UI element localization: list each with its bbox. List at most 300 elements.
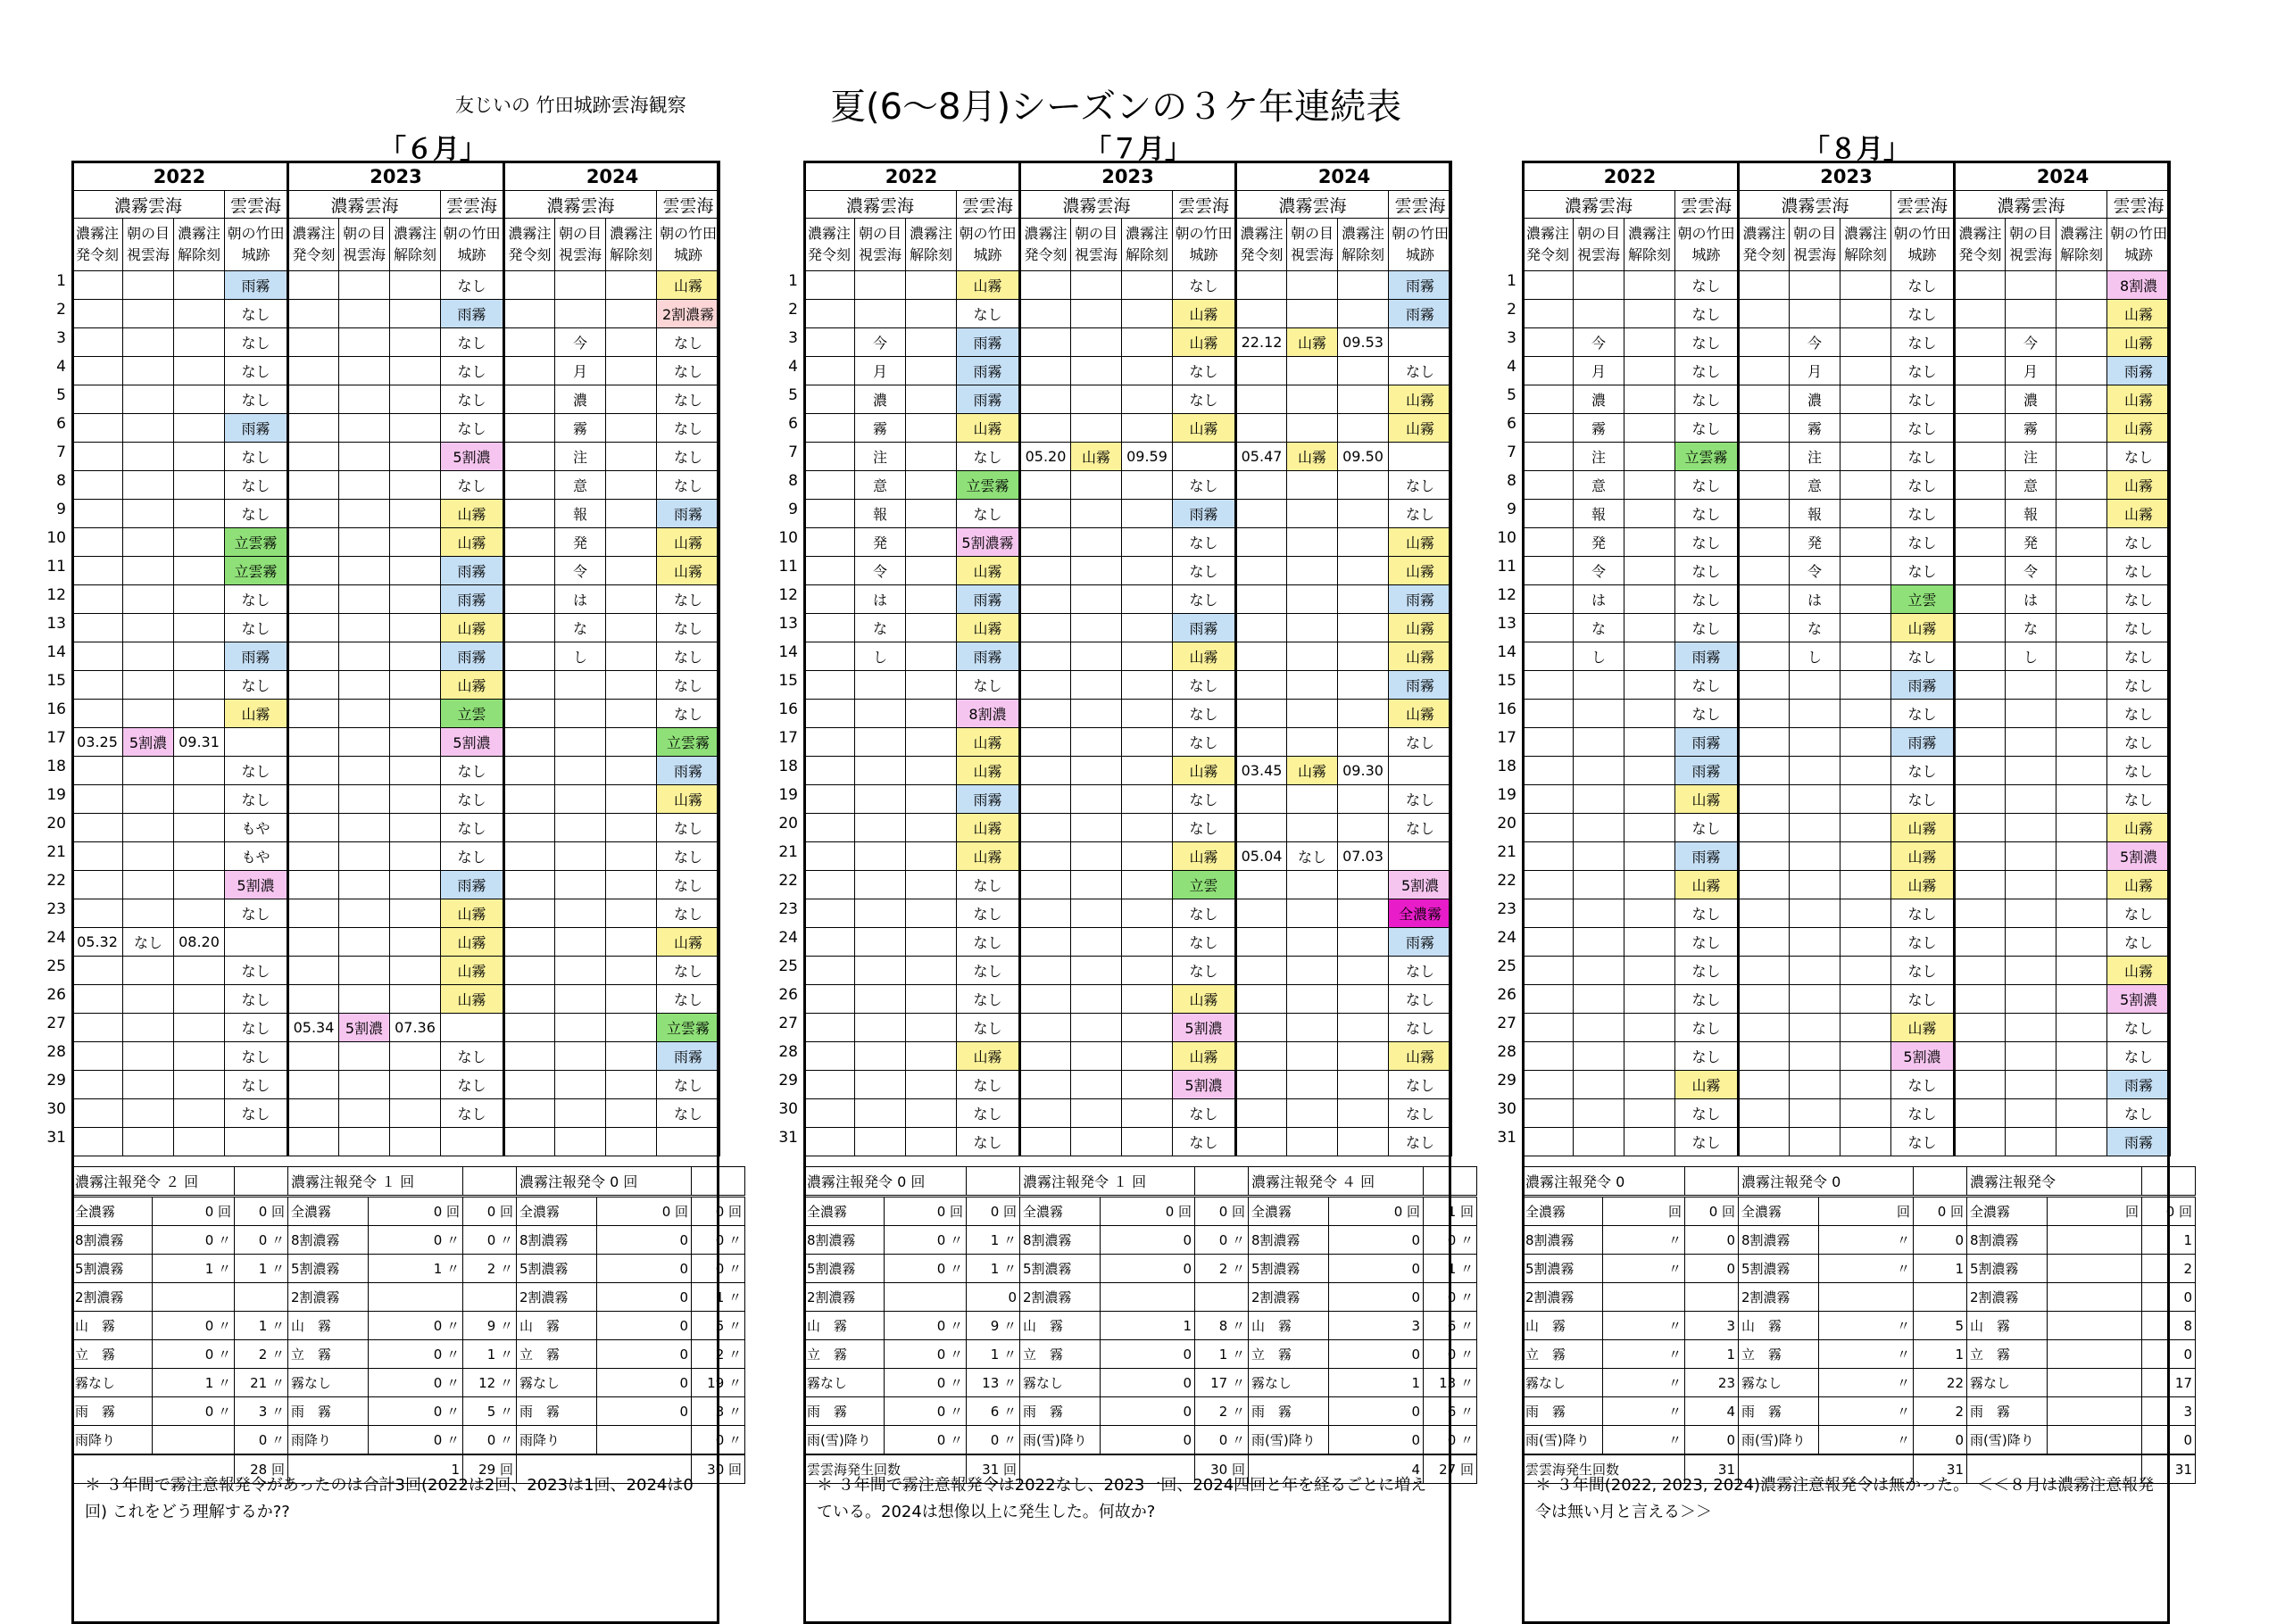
summary-cell: 5割濃霧 — [72, 1255, 153, 1283]
summary-row — [517, 1369, 745, 1397]
day-cell — [288, 614, 339, 642]
day-row — [804, 328, 1452, 357]
day-cell — [288, 642, 339, 671]
day-cell — [1523, 842, 1574, 871]
day-cell — [1840, 500, 1891, 528]
day-cell — [1624, 443, 1675, 471]
summary-cell: 山 霧 — [288, 1312, 369, 1340]
day-cell — [1574, 700, 1624, 728]
day-cell: なし — [225, 757, 288, 785]
day-cell — [390, 957, 441, 985]
summary-cell: 0 〃 — [369, 1397, 463, 1426]
summary-row — [1020, 1255, 1249, 1283]
day-cell — [1020, 614, 1071, 642]
summary-cell: 〃 — [1603, 1312, 1685, 1340]
summary-cell: 19 〃 — [692, 1369, 745, 1397]
day-cell — [606, 614, 657, 642]
summary-table — [1966, 1166, 2196, 1484]
day-cell: 山霧 — [1173, 642, 1236, 671]
summary-cell — [1195, 1283, 1249, 1312]
day-cell — [1840, 357, 1891, 385]
summary-cell: 2割濃霧 — [517, 1283, 597, 1312]
day-cell — [1624, 642, 1675, 671]
day-cell — [2056, 614, 2107, 642]
summary-cell: 8割濃霧 — [1020, 1226, 1101, 1255]
day-cell: なし — [2107, 1042, 2171, 1071]
day-cell — [504, 300, 555, 328]
day-cell — [123, 385, 174, 414]
day-cell — [1840, 385, 1891, 414]
day-cell — [1236, 557, 1287, 585]
summary-head-row — [72, 1167, 288, 1197]
day-cell — [339, 985, 390, 1014]
summary-row — [1249, 1312, 1477, 1340]
day-cell — [906, 1042, 957, 1071]
day-cell — [804, 1071, 855, 1099]
day-row — [804, 1099, 1452, 1128]
day-cell: 山霧 — [1173, 414, 1236, 443]
day-row — [1523, 814, 2171, 842]
day-cell — [288, 700, 339, 728]
day-cell — [1287, 785, 1338, 814]
summary-cell: 霧なし — [1249, 1369, 1329, 1397]
day-number: 8 — [788, 472, 798, 490]
day-cell: なし — [1675, 414, 1739, 443]
day-cell — [1840, 414, 1891, 443]
day-cell: なし — [1389, 357, 1452, 385]
summary-cell: 全濃霧 — [1249, 1197, 1329, 1226]
day-cell: 山霧 — [1675, 1071, 1739, 1099]
day-cell — [339, 528, 390, 557]
summary-row — [288, 1283, 517, 1312]
day-cell: なし — [441, 328, 504, 357]
day-cell — [390, 728, 441, 757]
day-cell — [1739, 528, 1790, 557]
day-cell — [1739, 1042, 1790, 1071]
day-cell — [288, 300, 339, 328]
summary-head-row — [804, 1167, 1020, 1197]
day-cell — [1624, 1128, 1675, 1156]
summary-total: 27 回 — [1424, 1454, 1477, 1484]
day-cell — [855, 814, 906, 842]
day-cell — [504, 1071, 555, 1099]
day-cell — [1523, 899, 1574, 928]
day-cell — [1071, 300, 1122, 328]
summary-cell: 12 〃 — [463, 1369, 517, 1397]
day-cell — [804, 300, 855, 328]
day-cell: なし — [1389, 1099, 1452, 1128]
summary-cell: 0 〃 — [885, 1340, 967, 1369]
summary-cell: 1 回 — [1424, 1197, 1477, 1226]
day-cell: 雨霧 — [441, 871, 504, 899]
summary-cell: 0 — [1329, 1226, 1424, 1255]
summary-row — [1249, 1255, 1477, 1283]
day-cell — [555, 1014, 606, 1042]
day-cell — [225, 728, 288, 757]
day-cell — [1840, 957, 1891, 985]
day-cell — [555, 871, 606, 899]
summary-cell — [153, 1426, 235, 1455]
summary-cell: 〃 — [1819, 1397, 1914, 1426]
header-left: 友じいの 竹田城跡雲海観察 — [455, 95, 686, 116]
day-cell — [804, 671, 855, 700]
day-cell — [504, 471, 555, 500]
sea-group-header: 雲雲海 — [2107, 191, 2171, 219]
summary-row — [1249, 1226, 1477, 1255]
day-cell — [906, 842, 957, 871]
day-cell — [906, 1099, 957, 1128]
summary-row — [72, 1283, 288, 1312]
day-cell: なし — [657, 443, 720, 471]
day-cell: 山霧 — [2107, 871, 2171, 899]
day-cell — [855, 842, 906, 871]
day-cell — [1840, 557, 1891, 585]
day-cell: もや — [225, 814, 288, 842]
day-cell — [123, 300, 174, 328]
day-cell — [123, 1042, 174, 1071]
day-cell: なし — [1173, 671, 1236, 700]
day-number: 29 — [46, 1072, 66, 1090]
day-cell: 雨霧 — [441, 642, 504, 671]
day-cell — [504, 414, 555, 443]
day-cell — [504, 328, 555, 357]
day-cell — [1338, 899, 1389, 928]
day-cell: なし — [1891, 785, 1955, 814]
day-row — [1523, 785, 2171, 814]
day-cell: 雨霧 — [1173, 614, 1236, 642]
day-cell — [72, 271, 123, 300]
day-cell — [72, 443, 123, 471]
day-cell — [1739, 271, 1790, 300]
day-cell — [1071, 1071, 1122, 1099]
day-cell — [174, 557, 225, 585]
day-cell: 月 — [855, 357, 906, 385]
day-cell — [1236, 957, 1287, 985]
day-cell — [123, 842, 174, 871]
day-row — [1523, 443, 2171, 471]
summary-cell: 立 霧 — [517, 1340, 597, 1369]
summary-total-label: 雲雲海発生回数 — [1523, 1454, 1685, 1484]
day-cell — [1955, 271, 2006, 300]
day-cell: 濃 — [1790, 385, 1840, 414]
column-header: 濃霧注解除刻 — [174, 219, 225, 271]
summary-row — [1967, 1283, 2196, 1312]
day-row — [72, 1128, 720, 1156]
day-row — [72, 728, 720, 757]
summary-cell: 13 〃 — [967, 1369, 1020, 1397]
day-cell: なし — [1675, 1042, 1739, 1071]
column-header: 朝の目視雲海 — [1071, 219, 1122, 271]
summary-cell: 〃 — [1603, 1426, 1685, 1455]
day-cell — [1574, 671, 1624, 700]
day-cell — [2056, 500, 2107, 528]
day-cell: なし — [657, 642, 720, 671]
summary-row — [804, 1397, 1020, 1426]
day-cell — [2056, 271, 2107, 300]
day-cell: 山霧 — [1675, 785, 1739, 814]
day-cell — [339, 671, 390, 700]
day-cell — [804, 842, 855, 871]
day-cell — [1523, 271, 1574, 300]
day-cell — [1523, 528, 1574, 557]
day-cell — [288, 557, 339, 585]
day-cell — [2056, 1071, 2107, 1099]
day-cell — [1122, 1071, 1173, 1099]
summary-table — [1738, 1166, 1967, 1484]
day-cell — [1840, 528, 1891, 557]
day-cell — [906, 785, 957, 814]
day-cell — [504, 585, 555, 614]
summary-blank — [463, 1167, 517, 1197]
day-cell — [1523, 414, 1574, 443]
day-cell — [441, 1128, 504, 1156]
summary-cell — [2048, 1255, 2142, 1283]
month-label: 「６月」 — [379, 134, 486, 165]
summary-cell — [1603, 1283, 1685, 1312]
day-number: 8 — [1507, 472, 1516, 490]
summary-cell: 0 〃 — [885, 1312, 967, 1340]
day-cell: 山霧 — [441, 899, 504, 928]
day-cell — [174, 471, 225, 500]
day-cell — [72, 871, 123, 899]
summary-row — [1020, 1197, 1249, 1226]
day-cell — [555, 957, 606, 985]
month-label: 「８月」 — [1803, 134, 1910, 165]
day-number: 28 — [1497, 1043, 1516, 1061]
day-number: 5 — [1507, 386, 1516, 404]
day-cell — [504, 557, 555, 585]
day-cell — [1955, 500, 2006, 528]
column-header: 濃霧注発令刻 — [1523, 219, 1574, 271]
day-cell — [123, 528, 174, 557]
day-cell: なし — [1891, 414, 1955, 443]
day-cell — [1840, 728, 1891, 757]
day-cell: は — [855, 585, 906, 614]
day-cell — [1955, 1071, 2006, 1099]
summary-row — [288, 1226, 517, 1255]
day-cell — [174, 443, 225, 471]
summary-row — [288, 1397, 517, 1426]
summary-cell: 2割濃霧 — [72, 1283, 153, 1312]
day-cell — [2056, 300, 2107, 328]
fog-group-header: 濃霧雲海 — [1955, 191, 2107, 219]
day-cell — [2006, 300, 2056, 328]
day-cell — [1624, 842, 1675, 871]
summary-cell: 0 — [2142, 1283, 2196, 1312]
day-cell — [1122, 985, 1173, 1014]
summary-cell: 0 回 — [1195, 1197, 1249, 1226]
summary-cell: 5 〃 — [692, 1312, 745, 1340]
day-cell — [1287, 957, 1338, 985]
day-cell — [1624, 899, 1675, 928]
day-cell: なし — [441, 785, 504, 814]
day-cell — [390, 614, 441, 642]
day-cell: なし — [1891, 557, 1955, 585]
column-header: 濃霧注発令刻 — [1236, 219, 1287, 271]
day-row — [72, 357, 720, 385]
summary-row — [804, 1340, 1020, 1369]
summary-cell: 霧なし — [1967, 1369, 2048, 1397]
summary-head: 濃霧注報発令 ２ 回 — [72, 1167, 235, 1197]
day-cell: 雨霧 — [1389, 300, 1452, 328]
day-cell — [1122, 1014, 1173, 1042]
day-cell — [72, 528, 123, 557]
column-header: 濃霧注発令刻 — [1020, 219, 1071, 271]
summary-cell: 0 — [597, 1340, 692, 1369]
column-header: 朝の竹田城跡 — [1389, 219, 1452, 271]
day-cell: なし — [1389, 500, 1452, 528]
day-cell — [1790, 700, 1840, 728]
day-number: 23 — [46, 900, 66, 918]
day-row — [72, 414, 720, 443]
day-cell: 山霧 — [657, 557, 720, 585]
day-cell — [2006, 899, 2056, 928]
day-number: 27 — [1497, 1015, 1516, 1032]
summary-row — [1739, 1197, 1967, 1226]
day-cell — [1071, 985, 1122, 1014]
day-cell — [1840, 471, 1891, 500]
summary-cell: 〃 — [1603, 1369, 1685, 1397]
day-row — [72, 328, 720, 357]
day-cell — [504, 899, 555, 928]
day-cell — [123, 328, 174, 357]
day-cell: 立雲霧 — [225, 528, 288, 557]
column-header-row — [1523, 219, 2171, 271]
summary-cell: 立 霧 — [804, 1340, 885, 1369]
summary-cell: 2 — [1914, 1397, 1967, 1426]
day-cell: なし — [2107, 728, 2171, 757]
day-cell — [1523, 728, 1574, 757]
month-note: ＊ ３年間(2022, 2023, 2024)濃霧注意報発令は無かった。 ＜＜８月は濃霧注意報発令は無い月と言える＞＞ — [1522, 1472, 2170, 1624]
day-cell — [174, 899, 225, 928]
day-cell — [906, 1128, 957, 1156]
day-cell: 山霧 — [1389, 557, 1452, 585]
summary-cell: 0 回 — [1101, 1197, 1195, 1226]
day-cell — [2056, 785, 2107, 814]
day-cell: なし — [2107, 899, 2171, 928]
summary-table — [287, 1166, 517, 1484]
day-cell — [855, 300, 906, 328]
day-number: 20 — [778, 815, 798, 833]
day-cell — [855, 899, 906, 928]
day-cell — [855, 1042, 906, 1071]
day-number: 16 — [778, 700, 798, 718]
fog-group-header: 濃霧雲海 — [72, 191, 225, 219]
summary-cell — [2048, 1426, 2142, 1455]
summary-cell: 0 回 — [1685, 1197, 1739, 1226]
day-cell: 霧 — [855, 414, 906, 443]
day-cell — [1840, 1042, 1891, 1071]
day-cell — [288, 271, 339, 300]
day-cell — [174, 357, 225, 385]
day-number: 21 — [1497, 843, 1516, 861]
day-cell — [1523, 785, 1574, 814]
day-cell — [606, 1099, 657, 1128]
day-cell — [804, 328, 855, 357]
day-cell — [606, 271, 657, 300]
day-cell — [1624, 500, 1675, 528]
day-row — [804, 357, 1452, 385]
day-cell — [906, 500, 957, 528]
summary-cell: 2割濃霧 — [1967, 1283, 2048, 1312]
day-cell: なし — [1173, 957, 1236, 985]
summary-cell: 雨 霧 — [804, 1397, 885, 1426]
day-cell — [1122, 928, 1173, 957]
summary-row — [1967, 1369, 2196, 1397]
day-cell — [1020, 842, 1071, 871]
day-cell: なし — [1173, 700, 1236, 728]
summary-blank — [692, 1167, 745, 1197]
day-cell — [174, 1014, 225, 1042]
day-row — [72, 757, 720, 785]
day-cell — [339, 471, 390, 500]
summary-row — [517, 1312, 745, 1340]
day-cell: 山霧 — [1389, 1042, 1452, 1071]
day-cell: 8割濃 — [2107, 271, 2171, 300]
day-cell — [288, 500, 339, 528]
day-cell — [1071, 700, 1122, 728]
summary-head-row — [1967, 1167, 2196, 1197]
day-number: 11 — [1497, 558, 1516, 576]
day-number: 9 — [1507, 501, 1516, 518]
summary-blank — [1424, 1167, 1477, 1197]
day-cell: なし — [657, 1071, 720, 1099]
day-row — [1523, 557, 2171, 585]
day-cell: なし — [1675, 357, 1739, 385]
day-cell — [2056, 328, 2107, 357]
day-cell: 山霧 — [957, 1042, 1020, 1071]
day-cell — [1122, 357, 1173, 385]
day-number: 14 — [1497, 643, 1516, 661]
day-cell — [606, 957, 657, 985]
day-cell — [2056, 671, 2107, 700]
day-cell — [390, 928, 441, 957]
day-cell — [1790, 814, 1840, 842]
summary-cell: 山 霧 — [1739, 1312, 1819, 1340]
day-cell — [2056, 1128, 2107, 1156]
day-cell: なし — [225, 899, 288, 928]
day-cell: 山霧 — [2107, 385, 2171, 414]
day-cell — [1523, 757, 1574, 785]
summary-cell: 立 霧 — [1967, 1340, 2048, 1369]
day-cell — [2006, 728, 2056, 757]
day-cell: 報 — [1790, 500, 1840, 528]
day-cell — [2056, 385, 2107, 414]
day-cell: なし — [657, 871, 720, 899]
day-cell — [174, 1071, 225, 1099]
day-row — [72, 642, 720, 671]
summary-head-row — [517, 1167, 745, 1197]
day-cell — [2056, 700, 2107, 728]
day-cell — [72, 757, 123, 785]
summary-cell: 8割濃霧 — [1967, 1226, 2048, 1255]
summary-row — [1967, 1226, 2196, 1255]
summary-cell: 1 〃 — [1195, 1340, 1249, 1369]
day-cell — [1122, 614, 1173, 642]
day-cell — [288, 528, 339, 557]
day-cell: 山霧 — [957, 842, 1020, 871]
day-number: 29 — [778, 1072, 798, 1090]
day-row — [72, 385, 720, 414]
day-cell: 月 — [555, 357, 606, 385]
day-number: 21 — [46, 843, 66, 861]
day-number: 23 — [778, 900, 798, 918]
summary-cell: 0 — [597, 1369, 692, 1397]
summary-cell: 山 霧 — [517, 1312, 597, 1340]
summary-cell: 3 — [2142, 1397, 2196, 1426]
day-cell — [1624, 871, 1675, 899]
day-cell — [1624, 928, 1675, 957]
